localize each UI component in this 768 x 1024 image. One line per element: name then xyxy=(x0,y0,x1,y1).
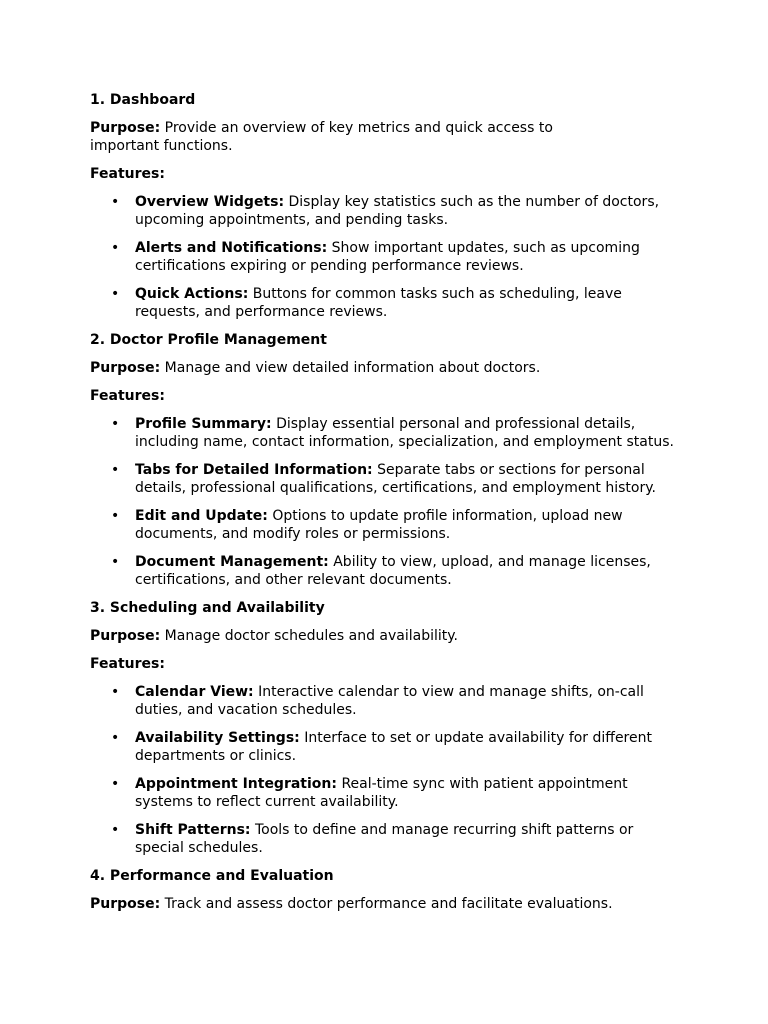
feature-text: Show important updates, such as upcoming certifications expiring or pending performance reviews. xyxy=(135,240,640,274)
section-heading: 2. Doctor Profile Management xyxy=(90,332,327,348)
feature-name: Calendar View: xyxy=(135,684,254,700)
feature-text: Display key statistics such as the number of doctors, upcoming appointments, and pending tasks. xyxy=(135,194,660,228)
bullet-glyph: • xyxy=(111,286,120,302)
feature-name: Availability Settings: xyxy=(135,730,300,746)
bullet-glyph: • xyxy=(111,684,120,700)
purpose-paragraph xyxy=(90,895,625,913)
feature-item xyxy=(90,415,675,451)
feature-text: Buttons for common tasks such as scheduling, leave requests, and performance reviews. xyxy=(135,286,622,320)
features-list xyxy=(90,193,678,321)
feature-text: Ability to view, upload, and manage licenses, certifications, and other relevant documents. xyxy=(135,554,651,588)
feature-name: Appointment Integration: xyxy=(135,776,337,792)
bullet-glyph: • xyxy=(111,508,120,524)
feature-item xyxy=(90,553,675,589)
feature-item xyxy=(90,683,675,719)
bullet-glyph: • xyxy=(111,240,120,256)
purpose-label: Purpose: xyxy=(90,896,161,912)
feature-text: Display essential personal and professional details, including name, contact information, specialization, and employment status. xyxy=(135,416,674,450)
section-heading: 1. Dashboard xyxy=(90,92,196,108)
purpose-label: Purpose: xyxy=(90,628,161,644)
feature-item xyxy=(90,193,675,229)
bullet-glyph: • xyxy=(111,194,120,210)
features-list xyxy=(90,415,678,589)
purpose-paragraph xyxy=(90,627,625,645)
purpose-text: Track and assess doctor performance and facilitate evaluations. xyxy=(164,896,613,912)
section-performance-and-evaluation xyxy=(90,867,678,913)
feature-item xyxy=(90,461,675,497)
feature-text: Options to update profile information, upload new documents, and modify roles or permissions. xyxy=(135,508,623,542)
bullet-glyph: • xyxy=(111,730,120,746)
purpose-paragraph xyxy=(90,359,625,377)
purpose-text: Provide an overview of key metrics and quick access to important functions. xyxy=(90,120,553,154)
feature-name: Edit and Update: xyxy=(135,508,268,524)
feature-name: Alerts and Notifications: xyxy=(135,240,328,256)
section-doctor-profile-management xyxy=(90,331,678,589)
bullet-glyph: • xyxy=(111,822,120,838)
feature-name: Tabs for Detailed Information: xyxy=(135,462,373,478)
features-list xyxy=(90,683,678,857)
feature-name: Quick Actions: xyxy=(135,286,249,302)
features-label: Features: xyxy=(90,388,165,404)
feature-item xyxy=(90,239,675,275)
feature-item xyxy=(90,285,675,321)
features-label: Features: xyxy=(90,656,165,672)
features-label: Features: xyxy=(90,166,165,182)
feature-text: Interactive calendar to view and manage shifts, on-call duties, and vacation schedules. xyxy=(135,684,644,718)
purpose-text: Manage doctor schedules and availability. xyxy=(164,628,458,644)
feature-text: Interface to set or update availability for different departments or clinics. xyxy=(135,730,652,764)
section-scheduling-and-availability xyxy=(90,599,678,857)
feature-item xyxy=(90,729,675,765)
feature-name: Profile Summary: xyxy=(135,416,272,432)
section-dashboard xyxy=(90,91,678,321)
feature-text: Separate tabs or sections for personal details, professional qualifications, certifications, and employment history. xyxy=(135,462,656,496)
purpose-text: Manage and view detailed information about doctors. xyxy=(164,360,541,376)
feature-item xyxy=(90,775,675,811)
section-heading: 4. Performance and Evaluation xyxy=(90,868,334,884)
feature-text: Tools to define and manage recurring shift patterns or special schedules. xyxy=(135,822,634,856)
bullet-glyph: • xyxy=(111,554,120,570)
feature-text: Real-time sync with patient appointment systems to reflect current availability. xyxy=(135,776,628,810)
section-heading: 3. Scheduling and Availability xyxy=(90,600,325,616)
feature-name: Overview Widgets: xyxy=(135,194,285,210)
bullet-glyph: • xyxy=(111,416,120,432)
bullet-glyph: • xyxy=(111,776,120,792)
bullet-glyph: • xyxy=(111,462,120,478)
feature-name: Document Management: xyxy=(135,554,329,570)
feature-name: Shift Patterns: xyxy=(135,822,251,838)
feature-item xyxy=(90,821,675,857)
purpose-paragraph xyxy=(90,119,625,155)
purpose-label: Purpose: xyxy=(90,120,161,136)
purpose-label: Purpose: xyxy=(90,360,161,376)
feature-item xyxy=(90,507,675,543)
